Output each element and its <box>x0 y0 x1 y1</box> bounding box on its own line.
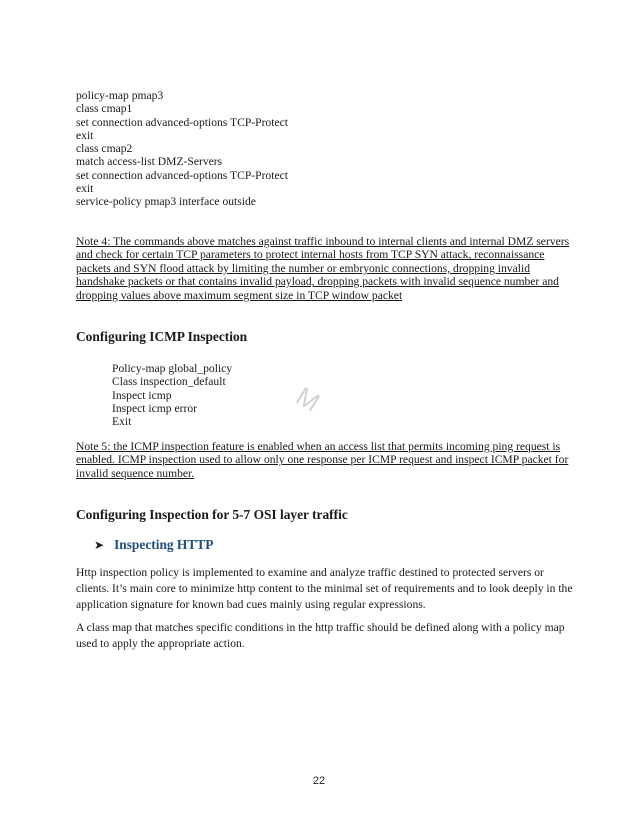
code-line: class cmap2 <box>76 142 133 156</box>
page-number: 22 <box>312 775 326 787</box>
code-line: Inspect icmp <box>112 388 172 402</box>
code-line: set connection advanced-options TCP-Protect <box>76 168 288 182</box>
code-line: service-policy pmap3 interface outside <box>76 195 256 209</box>
arrow-bullet-icon: ➤ <box>94 537 105 552</box>
code-block-icmp <box>112 362 232 428</box>
paragraph-class-map: A class map that matches specific conditions in the http traffic should be defined along with a policy map used to apply the appropriate action. <box>76 621 565 650</box>
heading-osi-inspection: Configuring Inspection for 5-7 OSI layer traffic <box>76 507 348 522</box>
code-line: Inspect icmp error <box>112 401 197 415</box>
subheading-inspecting-http <box>94 537 213 553</box>
paragraph-http-policy: Http inspection policy is implemented to examine and analyze traffic destined to protected servers or clients. It’s main core to minimize http content to the minimal set of requirements and to look deeply in the application signature for known bad cues mainly using regular expressions. <box>76 566 573 611</box>
code-line: exit <box>76 182 94 196</box>
heading-icmp-inspection: Configuring ICMP Inspection <box>76 329 248 344</box>
code-line: exit <box>76 128 94 142</box>
code-line: class cmap1 <box>76 102 133 116</box>
watermark: M <box>290 380 326 418</box>
code-line: Policy-map global_policy <box>112 362 233 375</box>
code-line: Exit <box>112 415 132 429</box>
subheading-label: Inspecting HTTP <box>114 537 214 552</box>
code-block-policy-map <box>76 89 288 209</box>
code-line: set connection advanced-options TCP-Protect <box>76 115 288 129</box>
code-line: match access-list DMZ-Servers <box>76 155 223 169</box>
code-line: policy-map pmap3 <box>76 89 164 102</box>
note-5: Note 5: the ICMP inspection feature is enabled when an access list that permits incoming ping request is enabled. ICMP inspection used to allow only one response per ICMP request and inspect ICMP packet for invalid sequence number. <box>76 440 569 480</box>
code-line: Class inspection_default <box>112 375 226 389</box>
note-4: Note 4: The commands above matches against traffic inbound to internal clients and internal DMZ servers and check for certain TCP parameters to protect internal hosts from TCP SYN attack, reconnaissance packets and SYN flood attack by limiting the number or embryonic connections, dropping invalid handshake packets or that contains invalid payload, dropping packets with invalid sequence number and dropping values above maximum segment size in TCP window packet <box>76 235 570 302</box>
